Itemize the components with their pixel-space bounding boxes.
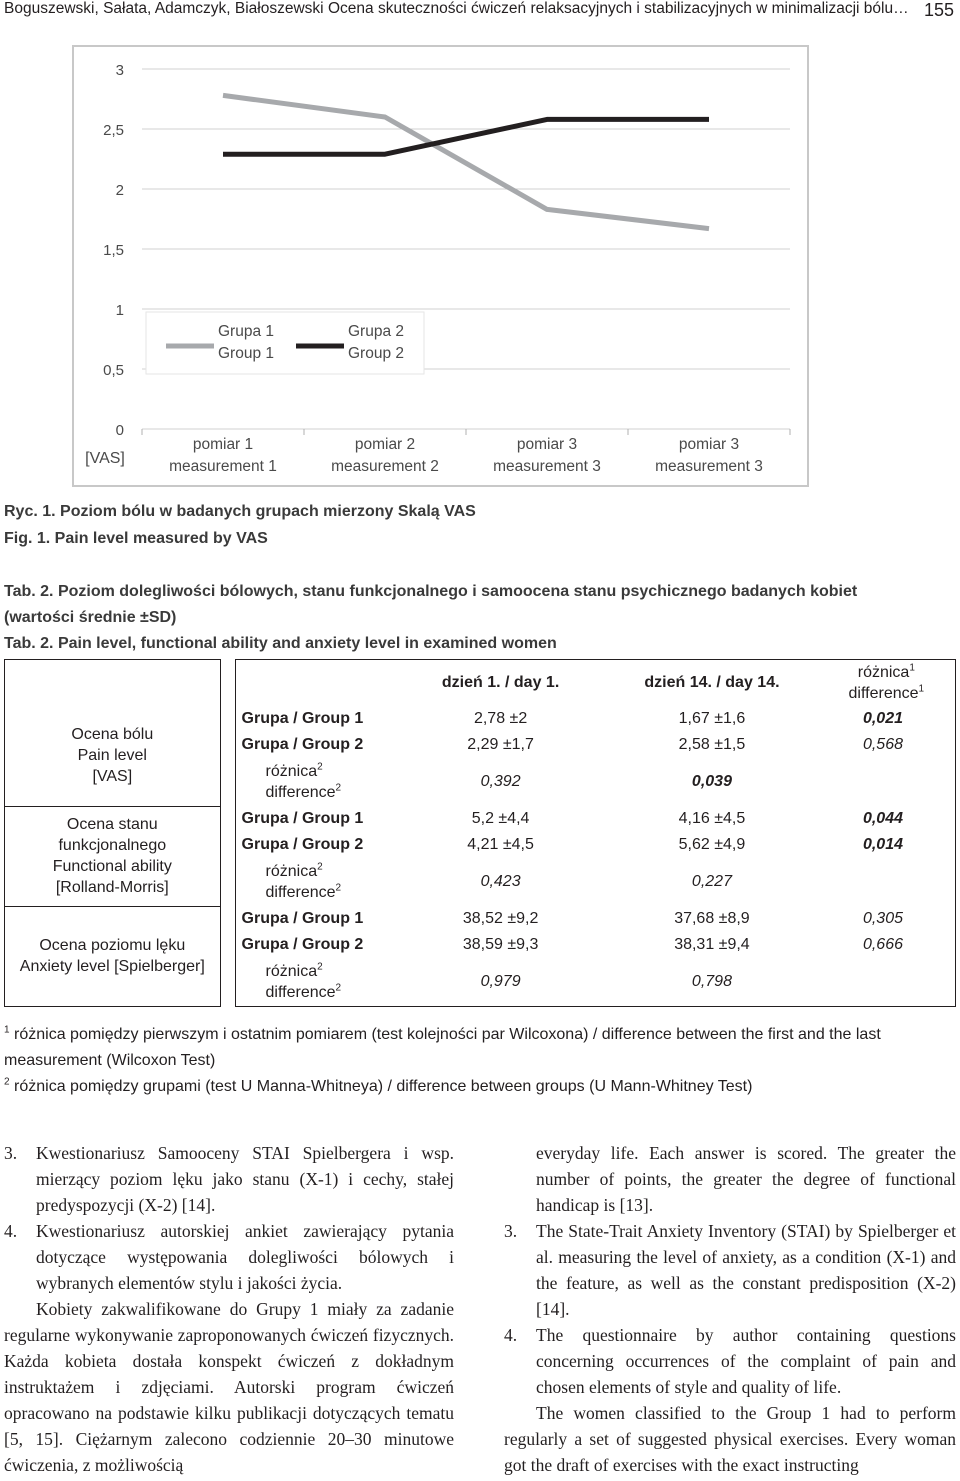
- list-item: [4, 1218, 454, 1296]
- x-tick-label: measurement 2: [331, 458, 439, 475]
- group-label: Grupa / Group 1: [235, 706, 395, 732]
- footnote-2: [4, 1074, 956, 1100]
- footnote-1-sup: 1: [4, 1024, 10, 1036]
- table-row: [5, 906, 956, 932]
- between-groups-label: [235, 858, 395, 906]
- y-tick-label: 0: [115, 422, 124, 439]
- between-label-en: difference$^2$: [265, 982, 342, 1001]
- x-tick-label: pomiar 2: [354, 436, 416, 453]
- between-label-pl: różnica$^2$: [265, 961, 323, 980]
- results-table: [4, 659, 956, 1007]
- row-group-label-line: [VAS]: [92, 768, 133, 786]
- between-value-day14: 0,227: [691, 873, 732, 890]
- value-day14: 1,67 ±1,6: [678, 710, 746, 727]
- y-axis-label: [VAS]: [85, 450, 125, 467]
- paragraph-continued: everyday life. Each answer is scored. The greater the number of points, the greater the degree of functional handicap is [13].: [536, 1143, 956, 1215]
- value-day1: 38,59 ±9,3: [462, 936, 539, 953]
- value-difference: 0,044: [818, 806, 956, 832]
- header-day1: dzień 1. / day 1.: [395, 660, 606, 707]
- header-difference: [818, 660, 956, 707]
- value-day14: 4,16 ±4,5: [678, 810, 746, 827]
- header-diff-en: difference: [848, 685, 919, 702]
- series-line-1: [223, 95, 709, 228]
- y-tick-label: 3: [115, 62, 124, 79]
- header-title: Ocena skuteczności ćwiczeń relaksacyjnych i stabilizacyjnych w minimalizacji bólu…: [328, 0, 909, 17]
- row-group-label-line: Functional ability: [52, 858, 172, 875]
- paragraph: The women classified to the Group 1 had to perform regularly a set of suggested physical exercises. Every woman got the draft of exercises with the exact instructing: [504, 1403, 956, 1475]
- legend-label: Grupa 1: [218, 323, 275, 340]
- group-label: Grupa / Group 2: [235, 932, 395, 958]
- sup-1: 1: [918, 683, 925, 695]
- list-item: [4, 1140, 454, 1218]
- table-footnotes: [4, 1022, 956, 1100]
- between-groups-label: [235, 958, 395, 1006]
- y-tick-label: 1: [115, 302, 124, 319]
- list-number: 3.: [4, 1143, 18, 1163]
- between-label-en: difference$^2$: [265, 882, 342, 901]
- row-group-label: [5, 906, 221, 1006]
- y-tick-label: 2: [115, 182, 124, 199]
- between-value-day1: 0,423: [480, 873, 521, 890]
- footnote-1-text: różnica pomiędzy pierwszym i ostatnim pomiarem (test kolejności par Wilcoxona) / difference between the first and the last: [14, 1026, 881, 1043]
- group-label: Grupa / Group 1: [235, 906, 395, 932]
- paragraph: Kobiety zakwalifikowane do Grupy 1 miały za zadanie regularne wykonywanie zaproponowanych ćwiczeń fizycznych. Każda kobieta dostała konspekt ćwiczeń z dokładnym instruktażem i zdjęciami. Autorski program ćwiczeń opracowano na podstawie kilku publikacji dotyczących tematu [5, 15]. Ciężarnym zalecono codziennie 20–30 minutowe ćwiczenia, z możliwością: [4, 1299, 454, 1475]
- value-difference: 0,568: [818, 732, 956, 758]
- x-tick-label: measurement 3: [493, 458, 601, 475]
- value-day14: 2,58 ±1,5: [678, 736, 746, 753]
- value-day1: 2,29 ±1,7: [467, 736, 534, 753]
- table-caption-en: Tab. 2. Pain level, functional ability and anxiety level in examined women: [4, 635, 557, 652]
- group-label: Grupa / Group 2: [235, 732, 395, 758]
- list-item: [504, 1218, 956, 1322]
- header-authors: Boguszewski, Sałata, Adamczyk, Białoszewski: [4, 0, 324, 17]
- between-value-day1: 0,979: [395, 958, 606, 1006]
- table-row: [5, 806, 956, 832]
- legend-label: Grupa 2: [348, 323, 405, 340]
- series-line-2: [223, 119, 709, 154]
- legend-box: [146, 312, 424, 374]
- sup-1: 1: [909, 662, 915, 674]
- y-tick-label: 0,5: [103, 362, 124, 379]
- group-label: Grupa / Group 1: [235, 806, 395, 832]
- between-label-pl: różnica$^2$: [265, 861, 323, 880]
- results-table-area: [4, 659, 956, 1007]
- line-chart-svg: [74, 47, 811, 489]
- list-text: The State-Trait Anxiety Inventory (STAI) by Spielberger et al. measuring the level of anxiety, as a condition (X-1) and the feature, as well as the constant predisposition (X-2) [14].: [536, 1221, 956, 1319]
- value-day14: 37,68 ±8,9: [674, 910, 750, 927]
- legend-label: Group 1: [218, 345, 275, 362]
- figure-caption-en: Fig. 1. Pain level measured by VAS: [4, 530, 268, 547]
- list-number: 4.: [504, 1325, 518, 1345]
- group-label: Grupa / Group 2: [235, 832, 395, 858]
- table-caption-pl: Tab. 2. Poziom dolegliwości bólowych, stanu funkcjonalnego i samoocena stanu psychicznego badanych kobiet: [4, 583, 858, 600]
- footnote-1: [4, 1022, 956, 1048]
- row-group-label-line: funkcjonalnego: [58, 837, 167, 854]
- figure-chart: [72, 45, 809, 487]
- y-tick-label: 2,5: [103, 122, 124, 139]
- row-group-label-line: Ocena stanu: [66, 816, 158, 833]
- row-group-label-line: Anxiety level [Spielberger]: [19, 958, 205, 975]
- x-tick-label: measurement 1: [169, 458, 277, 475]
- page-number: 155: [923, 0, 954, 20]
- value-difference: 0,666: [818, 932, 956, 958]
- value-day1: 5,2 ±4,4: [471, 810, 530, 827]
- between-groups-label: [235, 758, 395, 806]
- row-group-label-line: Pain level: [77, 747, 147, 765]
- header-day14: dzień 14. / day 14.: [606, 660, 817, 707]
- list-text: The questionnaire by author containing questions concerning occurrences of the complaint of pain and chosen elements of style and quality of life.: [536, 1325, 956, 1397]
- value-day1: 2,78 ±2: [473, 710, 528, 727]
- x-tick-label: measurement 3: [655, 458, 763, 475]
- x-tick-label: pomiar 3: [516, 436, 578, 453]
- row-group-label: [5, 706, 221, 806]
- between-value-day1: 0,392: [480, 773, 521, 790]
- footnote-2-sup: 2: [4, 1076, 10, 1088]
- legend-label: Group 2: [348, 345, 405, 362]
- between-label-en: difference$^2$: [265, 782, 342, 801]
- left-column: [4, 1140, 454, 1478]
- value-difference: 0,305: [818, 906, 956, 932]
- row-group-label: [5, 806, 221, 906]
- list-number: 3.: [504, 1221, 518, 1241]
- table-body: [5, 706, 956, 1006]
- header-diff-pl: różnica: [857, 664, 910, 681]
- row-group-label-line: Ocena bólu: [71, 726, 154, 744]
- x-tick-label: pomiar 3: [678, 436, 740, 453]
- value-difference: 0,021: [818, 706, 956, 732]
- y-tick-label: 1,5: [103, 242, 124, 259]
- list-number: 4.: [4, 1221, 18, 1241]
- list-item: [504, 1322, 956, 1400]
- value-day1: 38,52 ±9,2: [462, 910, 539, 927]
- value-day14: 5,62 ±4,9: [678, 836, 746, 853]
- value-difference: 0,014: [818, 832, 956, 858]
- right-column: [504, 1140, 956, 1478]
- list-text: Kwestionariusz Samooceny STAI Spielbergera i wsp. mierzący poziom lęku jako stanu (X-1) i cechy, stałej predyspozycji (X-2) [14].: [36, 1143, 454, 1215]
- value-day14: 38,31 ±9,4: [674, 936, 750, 953]
- figure-caption-pl: Ryc. 1. Poziom bólu w badanych grupach mierzony Skalą VAS: [4, 503, 476, 520]
- table-header-row: [5, 660, 956, 707]
- list-text: Kwestionariusz autorskiej ankiet zawierający pytania dotyczące występowania dolegliwości bólowych i wybranych elementów stylu i jakości życia.: [36, 1221, 454, 1293]
- between-value-day14: 0,039: [691, 773, 732, 790]
- table-row: [5, 706, 956, 732]
- value-day1: 4,21 ±4,5: [467, 836, 534, 853]
- between-value-day14: 0,798: [606, 958, 817, 1006]
- between-label-pl: różnica$^2$: [265, 761, 323, 780]
- footnote-2-text: różnica pomiędzy grupami (test U Manna-Whitneya) / difference between groups (U Mann-Whitney Test): [14, 1078, 753, 1095]
- table-caption-pl-cont: (wartości średnie ±SD): [4, 609, 177, 626]
- x-tick-label: pomiar 1: [192, 436, 254, 453]
- running-header: [0, 0, 960, 22]
- row-group-label-line: [Rolland-Morris]: [55, 879, 169, 896]
- row-group-label-line: Ocena poziomu lęku: [39, 937, 186, 954]
- footnote-1-cont: measurement (Wilcoxon Test): [4, 1052, 216, 1069]
